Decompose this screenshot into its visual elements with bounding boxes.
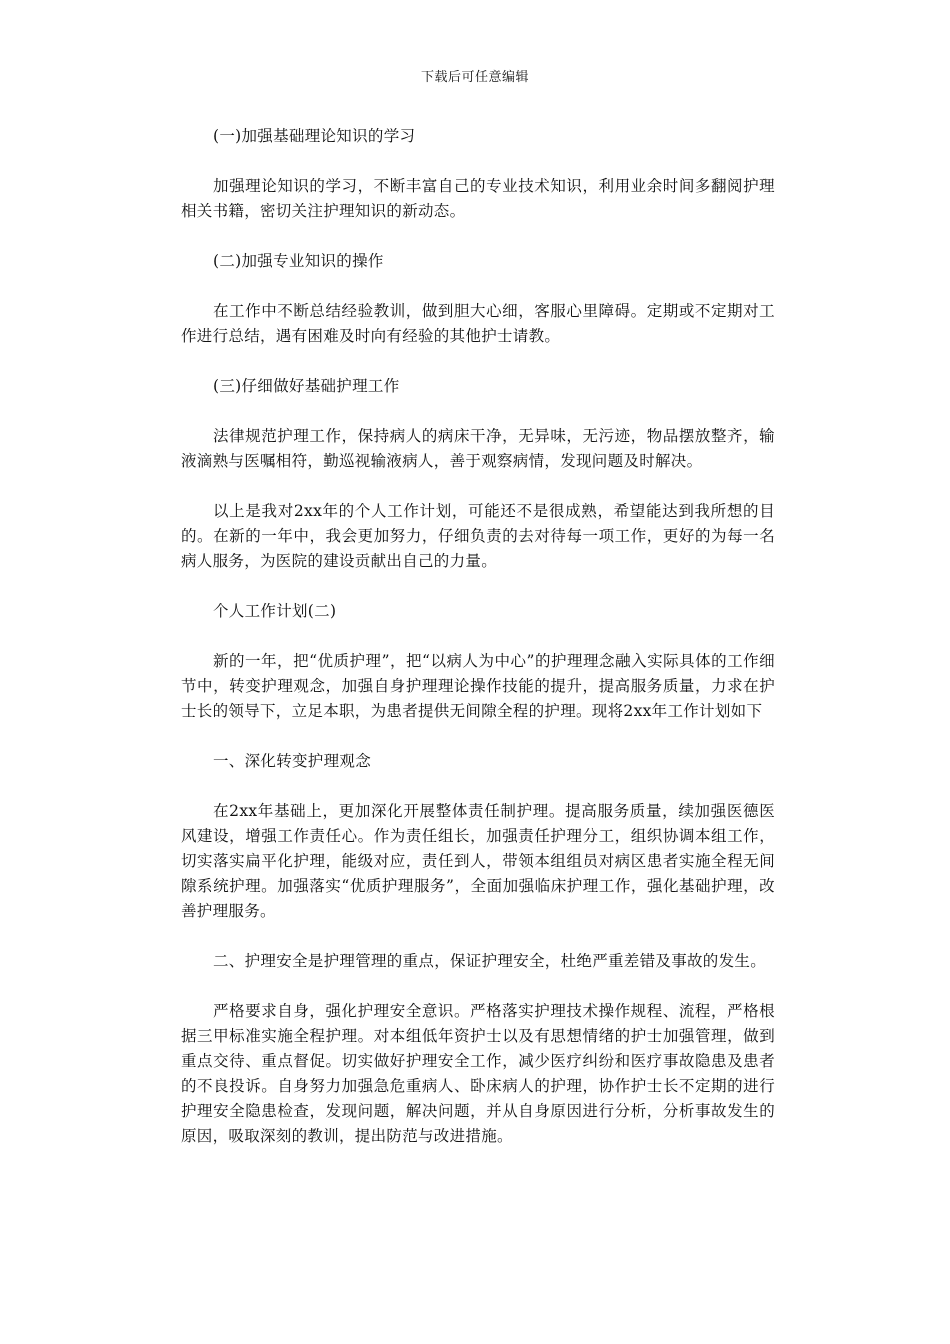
body-paragraph: 法律规范护理工作，保持病人的病床干净，无异味，无污迹，物品摆放整齐，输液滴熟与医嘱相符，勤巡视输液病人，善于观察病情，发现问题及时解决。 [181, 427, 775, 470]
section-heading-1: (一)加强基础理论知识的学习 [213, 127, 416, 145]
section-heading-5: 二、护理安全是护理管理的重点，保证护理安全，杜绝严重差错及事故的发生。 [213, 952, 767, 970]
section-heading-4: 一、深化转变护理观念 [213, 752, 372, 770]
body-paragraph: 在2xx年基础上，更加深化开展整体责任制护理。提高服务质量，续加强医德医风建设，增强工作责任心。作为责任组长，加强责任护理分工，组织协调本组工作，切实落实扁平化护理，能级对应，责任到人，带领本组组员对病区患者实施全程无间隙系统护理。加强落实“优质护理服务”，全面加强临床护理工作，强化基础护理，改善护理服务。 [181, 802, 775, 920]
document-body [181, 124, 775, 1149]
body-paragraph: 严格要求自身，强化护理安全意识。严格落实护理技术操作规程、流程，严格根据三甲标准实施全程护理。对本组低年资护士以及有思想情绪的护士加强管理，做到重点交待、重点督促。切实做好护理安全工作，减少医疗纠纷和医疗事故隐患及患者的不良投诉。自身努力加强急危重病人、卧床病人的护理，协作护士长不定期的进行护理安全隐患检查，发现问题，解决问题，并从自身原因进行分析，分析事故发生的原因，吸取深刻的教训，提出防范与改进措施。 [181, 1002, 775, 1145]
section-heading-2: (二)加强专业知识的操作 [213, 252, 384, 270]
body-paragraph: 新的一年，把“优质护理”，把“以病人为中心”的护理理念融入实际具体的工作细节中，转变护理观念，加强自身护理理论操作技能的提升，提高服务质量，力求在护士长的领导下，立足本职，为患者提供无间隙全程的护理。现将2xx年工作计划如下 [181, 652, 775, 720]
section-heading-3: (三)仔细做好基础护理工作 [213, 377, 400, 395]
body-paragraph: 在工作中不断总结经验教训，做到胆大心细，客服心里障碍。定期或不定期对工作进行总结，遇有困难及时向有经验的其他护士请教。 [181, 302, 775, 345]
body-paragraph: 以上是我对2xx年的个人工作计划，可能还不是很成熟，希望能达到我所想的目的。在新的一年中，我会更加努力，仔细负责的去对待每一项工作，更好的为每一名病人服务，为医院的建设贡献出自己的力量。 [181, 502, 775, 570]
plan-title: 个人工作计划(二) [213, 602, 337, 620]
body-paragraph: 加强理论知识的学习，不断丰富自己的专业技术知识，利用业余时间多翻阅护理相关书籍，密切关注护理知识的新动态。 [181, 177, 775, 220]
page-header: 下载后可任意编辑 [420, 70, 529, 85]
